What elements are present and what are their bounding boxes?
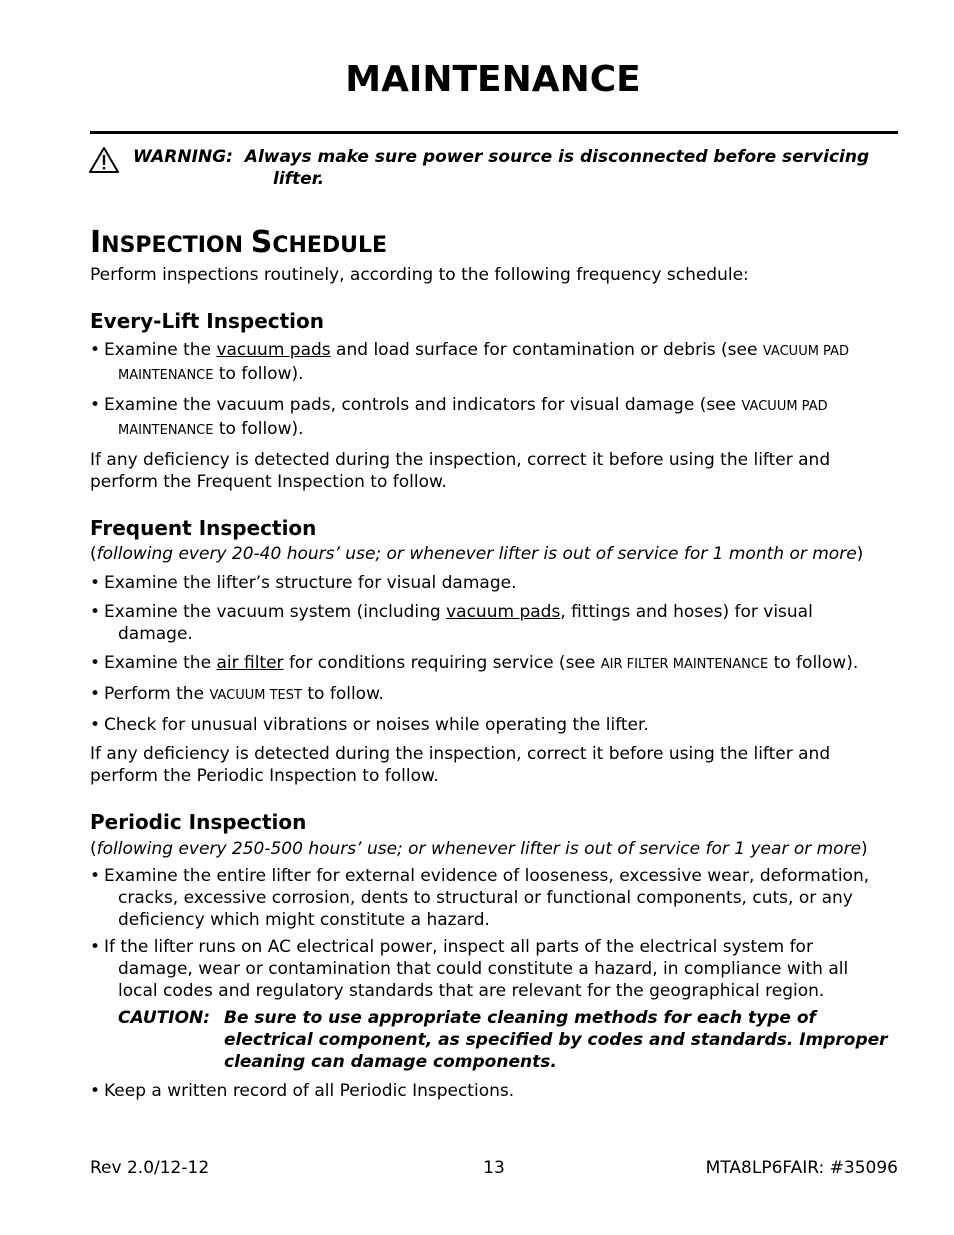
note-text: following every 20-40 hours’ use; or whenever lifter is out of service for 1 month or more bbox=[96, 544, 857, 564]
reference: VACUUM PAD MAINTENANCE bbox=[118, 344, 849, 383]
text: for conditions requiring service (see bbox=[283, 653, 601, 673]
text: Check for unusual vibrations or noises while operating the lifter. bbox=[104, 715, 649, 735]
heading-cap: I bbox=[90, 225, 102, 260]
air-filter-link[interactable]: air filter bbox=[216, 653, 284, 673]
text: to follow). bbox=[213, 364, 304, 384]
content bbox=[90, 264, 890, 1102]
list-item: • Examine the vacuum pads, controls and indicators for visual damage (see VACUUM PAD MAINTENANCE to follow). bbox=[90, 395, 828, 439]
text: If the lifter runs on AC electrical power, inspect all parts of the electrical system for damage, wear or contamination that could constitute a hazard, in compliance with all local codes and regulatory standards that are relevant for the geographical region. bbox=[104, 937, 849, 1001]
text: Examine the vacuum pads, controls and indicators for visual damage (see bbox=[104, 395, 742, 415]
warning-triangle-icon bbox=[88, 146, 120, 174]
text: and load surface for contamination or debris (see bbox=[330, 340, 763, 360]
caution-text: Be sure to use appropriate cleaning methods for each type of electrical component, as specified by codes and standards. Improper cleaning can damage components. bbox=[224, 1008, 888, 1072]
text: Examine the bbox=[104, 340, 217, 360]
text: to follow). bbox=[768, 653, 859, 673]
frequency-note: (following every 20-40 hours’ use; or whenever lifter is out of service for 1 month or more) bbox=[90, 544, 864, 564]
text: Examine the bbox=[104, 653, 217, 673]
list-item: • Examine the air filter for conditions requiring service (see AIR FILTER MAINTENANCE to follow). bbox=[90, 653, 859, 673]
heading-word: NSPECTION bbox=[101, 233, 244, 258]
text: Examine the vacuum system (including bbox=[104, 602, 447, 622]
list-item: • Examine the vacuum system (including vacuum pads, fittings and hoses) for visual damage. bbox=[90, 602, 813, 644]
list-item: • Perform the VACUUM TEST to follow. bbox=[90, 684, 384, 704]
closing-text: If any deficiency is detected during the inspection, correct it before using the lifter and perform the Frequent Inspection to follow. bbox=[90, 450, 831, 492]
title-divider bbox=[90, 131, 898, 134]
list-item: • Examine the entire lifter for external evidence of looseness, excessive wear, deformation, cracks, excessive corrosion, dents to structural or functional components, cuts, or any deficiency which might constitute a hazard. bbox=[90, 866, 870, 930]
text: Examine the entire lifter for external evidence of looseness, excessive wear, deformation, cracks, excessive corrosion, dents to structural or functional components, cuts, or any deficiency which might constitute a hazard. bbox=[104, 866, 870, 930]
reference: VACUUM TEST bbox=[209, 688, 302, 703]
model-number: MTA8LP6FAIR: #35096 bbox=[705, 1158, 898, 1178]
text: Perform the bbox=[104, 684, 210, 704]
heading-word: CHEDULE bbox=[272, 233, 388, 258]
reference: AIR FILTER MAINTENANCE bbox=[600, 657, 769, 672]
vacuum-pads-link[interactable]: vacuum pads bbox=[446, 602, 561, 622]
intro-text: Perform inspections routinely, according to the following frequency schedule: bbox=[90, 265, 749, 285]
section-heading bbox=[90, 226, 387, 263]
revision-label: Rev 2.0/12-12 bbox=[90, 1158, 210, 1178]
text: , fittings and hoses) for visual damage. bbox=[118, 602, 813, 644]
list-item: • Keep a written record of all Periodic Inspections. bbox=[90, 1081, 515, 1101]
text: to follow. bbox=[301, 684, 384, 704]
text: Keep a written record of all Periodic Inspections. bbox=[104, 1081, 515, 1101]
text: Examine the lifter’s structure for visual damage. bbox=[104, 573, 517, 593]
list-item: • If the lifter runs on AC electrical power, inspect all parts of the electrical system for damage, wear or contamination that could constitute a hazard, in compliance with all local codes and regulatory standards that are relevant for the geographical region. bbox=[90, 937, 849, 1001]
caution-label: CAUTION: bbox=[118, 1008, 211, 1028]
list-item: • Examine the lifter’s structure for visual damage. bbox=[90, 573, 517, 593]
closing-text: If any deficiency is detected during the inspection, correct it before using the lifter and perform the Periodic Inspection to follow. bbox=[90, 744, 831, 786]
note-text: following every 250-500 hours’ use; or whenever lifter is out of service for 1 year or more bbox=[96, 839, 862, 859]
heading-cap: S bbox=[250, 225, 273, 260]
vacuum-pads-link[interactable]: vacuum pads bbox=[216, 340, 331, 360]
warning-line-2: lifter. bbox=[273, 169, 325, 189]
list-item: • Examine the vacuum pads and load surface for contamination or debris (see VACUUM PAD MAINTENANCE to follow). bbox=[90, 340, 849, 384]
warning-line-1: Always make sure power source is disconnected before servicing bbox=[244, 147, 870, 167]
warning-text bbox=[133, 146, 893, 190]
caution-block bbox=[90, 1007, 890, 1073]
reference: VACUUM PAD MAINTENANCE bbox=[118, 399, 828, 438]
page-number: 13 bbox=[483, 1158, 505, 1178]
warning-label: WARNING: bbox=[133, 147, 233, 167]
periodic-heading: Periodic Inspection bbox=[90, 810, 307, 834]
text: to follow). bbox=[213, 419, 304, 439]
every-lift-heading: Every-Lift Inspection bbox=[90, 309, 325, 333]
frequency-note: (following every 250-500 hours’ use; or whenever lifter is out of service for 1 year or more) bbox=[90, 839, 868, 859]
list-item: • Check for unusual vibrations or noises while operating the lifter. bbox=[90, 715, 649, 735]
frequent-heading: Frequent Inspection bbox=[90, 516, 317, 540]
page-title: MAINTENANCE bbox=[345, 59, 641, 100]
